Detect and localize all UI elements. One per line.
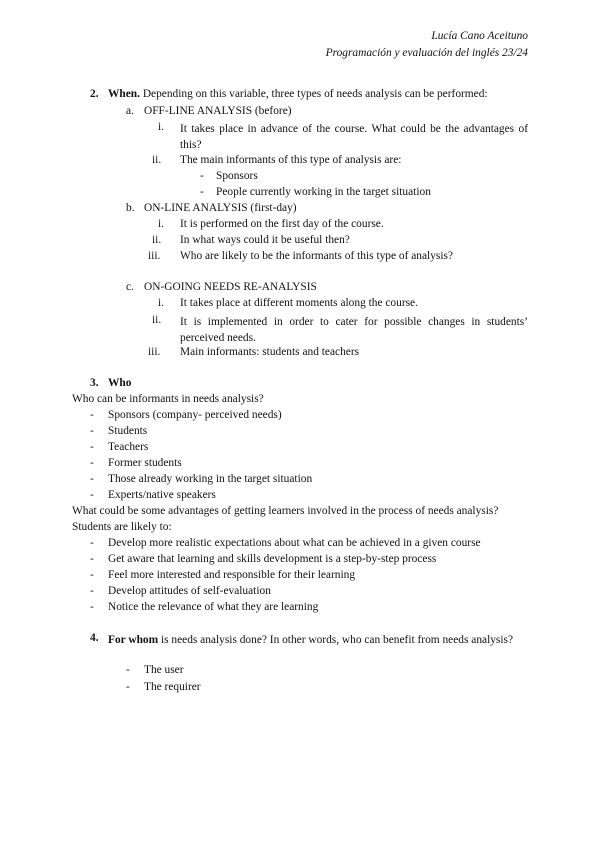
- informant-item: Those already working in the target situation: [108, 473, 313, 485]
- section2b-ii-text: In what ways could it be useful then?: [180, 234, 350, 246]
- dash: -: [90, 569, 94, 581]
- section2c-title: ON-GOING NEEDS RE-ANALYSIS: [144, 281, 317, 293]
- section2a-ii-marker: ii.: [152, 154, 162, 166]
- dash: -: [90, 441, 94, 453]
- section2c-iii-marker: iii.: [148, 346, 161, 358]
- header-author: Lucía Cano Aceituno: [431, 30, 528, 42]
- section2-intro: Depending on this variable, three types of needs analysis can be performed:: [139, 88, 488, 100]
- advantage-item: Develop attitudes of self-evaluation: [108, 585, 271, 597]
- dash: -: [200, 170, 204, 182]
- informant-item: Experts/native speakers: [108, 489, 216, 501]
- section3-number: 3.: [90, 377, 99, 389]
- dash: -: [90, 601, 94, 613]
- section2c-ii-text: It is implemented in order to cater for possible changes in students’ perceived needs.: [180, 316, 528, 344]
- informant-item: Teachers: [108, 441, 149, 453]
- section2-heading: [108, 88, 488, 100]
- section4-number: 4.: [90, 632, 99, 644]
- dash: -: [126, 664, 130, 676]
- section2a-i-marker: i.: [158, 121, 165, 133]
- section2-title: When.: [108, 88, 140, 100]
- dash: -: [90, 425, 94, 437]
- section2-number: 2.: [90, 88, 99, 100]
- header-course: Programación y evaluación del inglés 23/24: [325, 47, 528, 59]
- section3-question: Who can be informants in needs analysis?: [72, 393, 264, 405]
- section2a-subitem-sponsors: Sponsors: [216, 170, 258, 182]
- section2b-marker: b.: [126, 202, 135, 214]
- advantage-item: Notice the relevance of what they are learning: [108, 601, 319, 613]
- dash: -: [126, 681, 130, 693]
- section3-title: Who: [108, 377, 132, 389]
- section2b-iii-marker: iii.: [148, 250, 161, 262]
- section2c-i-marker: i.: [158, 297, 165, 309]
- dash: -: [90, 457, 94, 469]
- section4-item-requirer: The requirer: [144, 681, 201, 693]
- section2c-i-text: It takes place at different moments along the course.: [180, 297, 418, 309]
- section2b-iii-text: Who are likely to be the informants of this type of analysis?: [180, 250, 453, 262]
- section4-item-user: The user: [144, 664, 184, 676]
- dash: -: [200, 186, 204, 198]
- section2a-marker: a.: [126, 105, 134, 117]
- advantage-item: Feel more interested and responsible for their learning: [108, 569, 356, 581]
- section2c-marker: c.: [126, 281, 134, 293]
- dash: -: [90, 409, 94, 421]
- section2b-i-marker: i.: [158, 218, 165, 230]
- informant-item: Sponsors (company- perceived needs): [108, 409, 282, 421]
- informant-item: Students: [108, 425, 148, 437]
- section2c-iii-text: Main informants: students and teachers: [180, 346, 360, 358]
- section2a-i-text: It takes place in advance of the course. What could be the advantages of this?: [180, 123, 528, 151]
- dash: -: [90, 473, 94, 485]
- section2a-subitem-people: People currently working in the target situation: [216, 186, 431, 198]
- advantage-item: Develop more realistic expectations about what can be achieved in a given course: [108, 537, 481, 549]
- section2b-title: ON-LINE ANALYSIS (first-day): [144, 202, 297, 214]
- section3-question2: What could be some advantages of getting learners involved in the process of needs analysis?: [72, 505, 499, 517]
- section4-paragraph: [108, 632, 528, 648]
- section2b-i-text: It is performed on the first day of the course.: [180, 218, 384, 230]
- dash: -: [90, 537, 94, 549]
- section4-text: is needs analysis done? In other words, who can benefit from needs analysis?: [158, 634, 514, 646]
- section3-likely: Students are likely to:: [72, 521, 172, 533]
- advantage-item: Get aware that learning and skills development is a step-by-step process: [108, 553, 437, 565]
- informant-item: Former students: [108, 457, 182, 469]
- dash: -: [90, 489, 94, 501]
- section2c-ii-marker: ii.: [152, 314, 162, 326]
- section2a-title: OFF-LINE ANALYSIS (before): [144, 105, 292, 117]
- section2b-ii-marker: ii.: [152, 234, 162, 246]
- dash: -: [90, 553, 94, 565]
- dash: -: [90, 585, 94, 597]
- section4-title: For whom: [108, 634, 159, 646]
- section2a-ii-text: The main informants of this type of analysis are:: [180, 154, 402, 166]
